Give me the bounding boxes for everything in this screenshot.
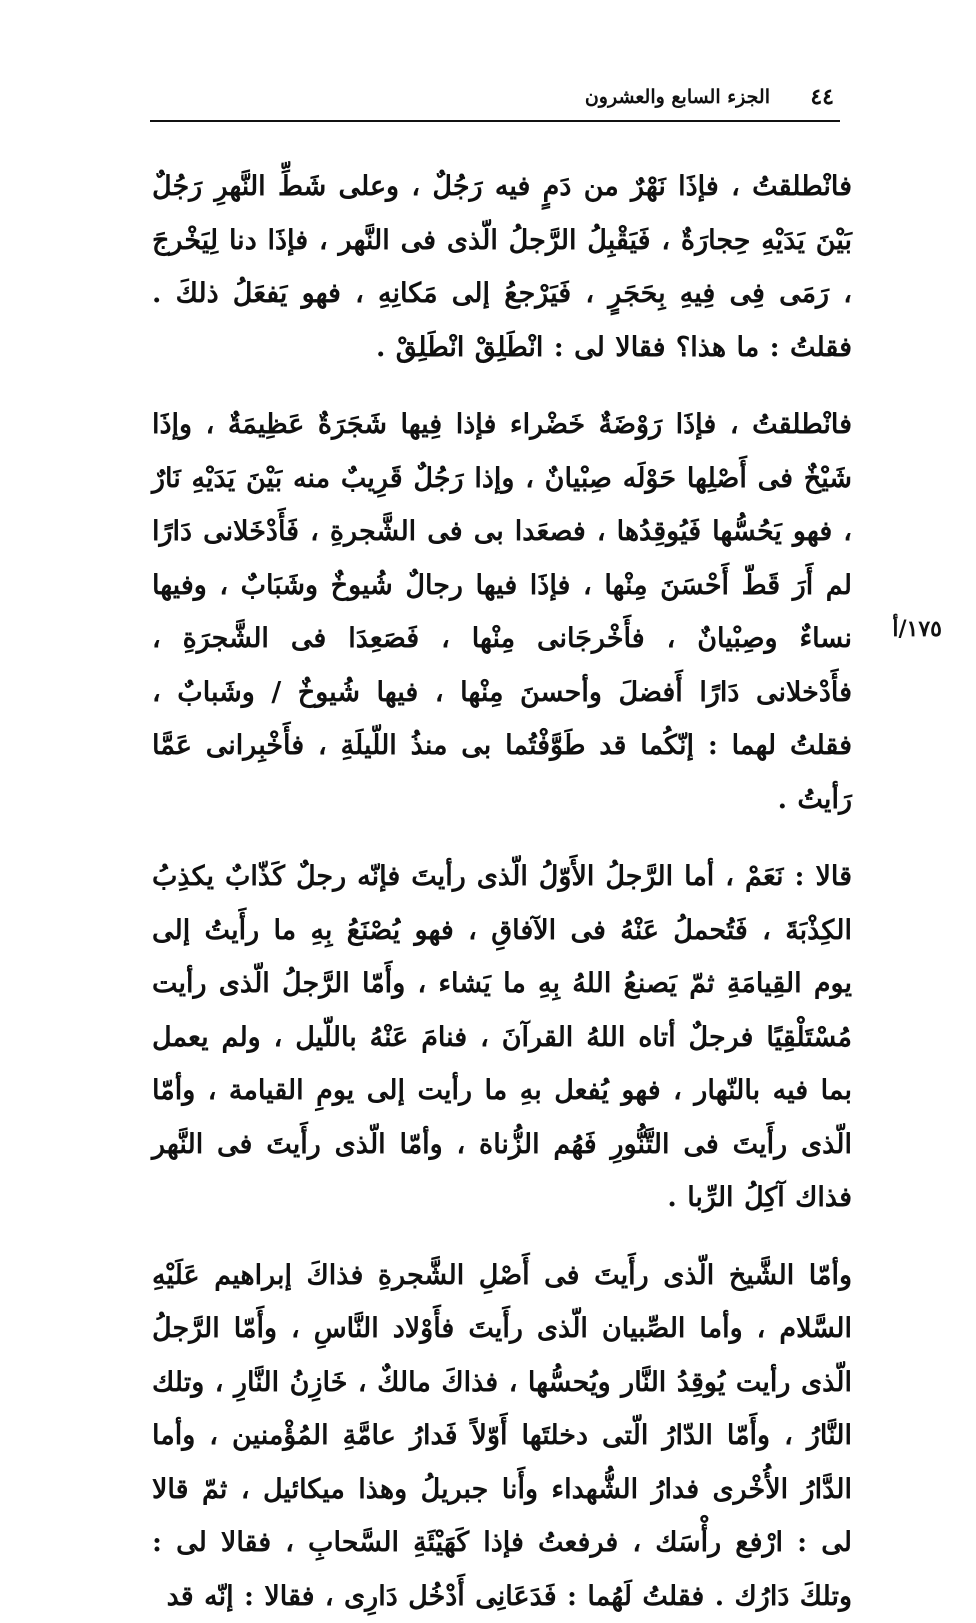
body-text xyxy=(152,160,852,1623)
running-title: الجزء السابع والعشرون xyxy=(585,86,770,108)
page-number: ٤٤ xyxy=(810,84,834,110)
header-rule xyxy=(150,120,840,122)
paragraph-explanation: قالا : نَعَمْ ، أما الرَّجلُ الأَوّلُ الّذى رأيتَ فإنّه رجلٌ كَذّابٌ يكذِبُ الكِذْبَةَ ، فَتُحملُ عَنْهُ فى الآفاقِ ، فهو يُصْنَعُ بِهِ ما رأَيتُ إلى يوم القِيامَةِ ثمّ يَصنعُ اللهُ بِهِ ما يَشاء ، وأَمّا الرَّجلُ الّذى رأيت مُسْتَلْقِيًا فرجلٌ أتاه اللهُ القرآنَ ، فنامَ عَنْهُ باللّيل ، ولم يعمل بما فيه بالنّهار ، فهو يُفعل بهِ ما رأيت إلى يومِ القيامة ، وأمّا الّذى رأَيتَ فى التَّنُّورِ فَهُم الزُّناة ، وأمّا الّذى رأَيتَ فى النَّهر فذاك آكِلُ الرِّبا . xyxy=(152,850,852,1225)
page-header xyxy=(150,68,840,122)
manuscript-folio-note: ١٧٥/أ xyxy=(862,616,942,642)
paragraph-garden-scene: فانْطلقتُ ، فإذَا رَوْضَةٌ خَضْراء فإذا فِيها شَجَرَةٌ عَظِيمَةٌ ، وإذَا شَيْخٌ فى أَصْلِها حَوْلَه صِبْيانٌ ، وإذا رَجُلٌ قَرِيبٌ منه بَيْنَ يَدَيْهِ نَارٌ ، فهو يَحُسُّها فَيُوقِدُها ، فصعَدا بى فى الشَّجرةِ ، فَأَدْخَلانى دَارًا لم أَرَ قَطّ أَحْسَنَ مِنْها ، فإذَا فيها رجالٌ شُيوخٌ وشَبَابٌ ، وفيها نساءٌ وصِبْيانٌ ، فأَخْرجَانى مِنْها ، فَصَعِدَا فى الشَّجرَةِ ، فأَدْخلانى دَارًا أَفضلَ وأحسنَ مِنْها ، فيها شُيوخٌ / وشَبابٌ ، فقلتُ لهما : إنّكُما قد طَوَّفْتُما بى منذُ اللّيلَةِ ، فأَخْبِرانى عَمَّا رَأيتُ . xyxy=(152,398,852,826)
paragraph-river-scene: فانْطلقتُ ، فإذَا نَهْرٌ من دَمٍ فيه رَجُلٌ ، وعلى شَطِّ النَّهرِ رَجُلٌ بَيْنَ يَدَيْهِ حِجارَةٌ ، فَيَقْبِلُ الرَّجلُ الّذى فى النَّهر ، فإذَا دنا لِيَخْرجَ ، رَمَى فِى فِيهِ بِحَجَرٍ ، فَيَرْجعُ إلى مَكانِهِ ، فهو يَفعَلُ ذلكَ . فقلتُ : ما هذا؟ فقالا لى : انْطَلِقْ انْطَلِقْ . xyxy=(152,160,852,374)
paragraph-explanation-continued: وأمّا الشَّيخ الّذى رأَيتَ فى أَصْلِ الشَّجرةِ فذاكَ إبراهيم عَلَيْهِ السَّلام ، وأما الصِّبيان الّذى رأَيتَ فأَوْلاد النَّاسِ ، وأَمّا الرَّجلُ الّذى رأيت يُوقِدُ النَّار ويُحسُّها ، فذاكَ مالكٌ ، خَازِنُ النَّارِ ، وتلك النَّارُ ، وأَمّا الدّارُ الّتى دخلتَها أَوّلاً فَدارُ عامَّةِ المُؤْمنين ، وأما الدَّارُ الأُخْرى فدارُ الشُّهداء وأَنا جبريلُ وهذا ميكائيل ، ثمّ قالا لى : ارْفع رأْسَك ، فرفعتُ فإذا كَهَيْئَةِ السَّحابِ ، فقالا لى : وتلكَ دَارُك . فقلتُ لَهُما : فَدَعَانِى أَدْخُل دَارِى ، فقالا : إنّه قد xyxy=(152,1249,852,1623)
